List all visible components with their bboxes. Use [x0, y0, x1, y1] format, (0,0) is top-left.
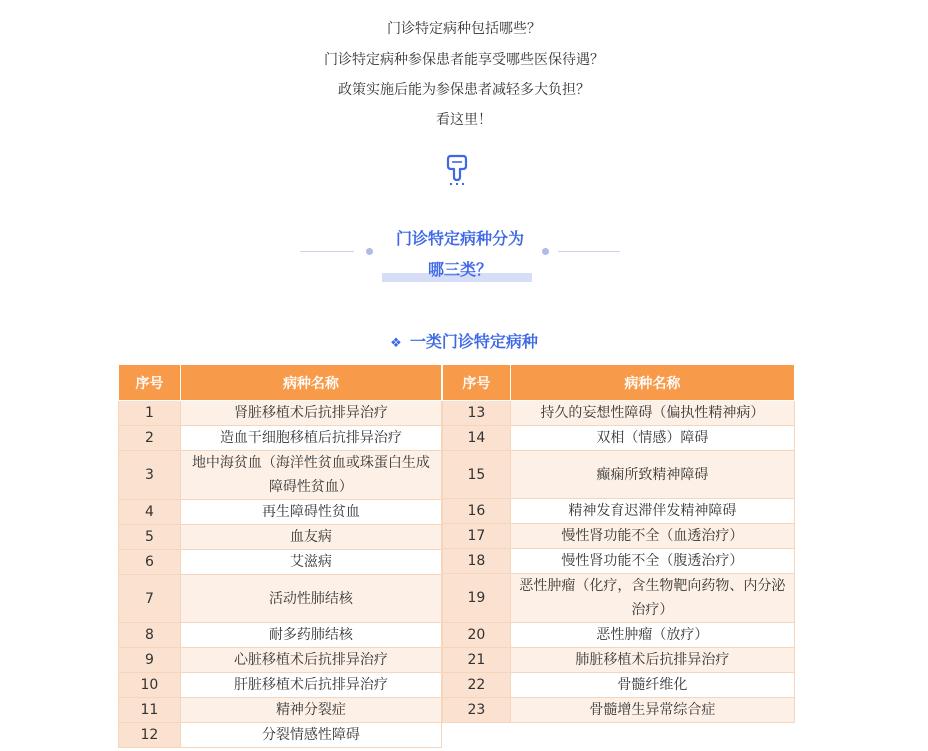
disease-name: 血友病 [180, 525, 441, 550]
table-row [443, 524, 795, 549]
disease-name: 耐多药肺结核 [180, 623, 441, 648]
disease-name: 骨髓增生异常综合症 [510, 698, 794, 723]
category-heading [0, 329, 928, 352]
table-row [119, 648, 442, 673]
disease-name: 骨髓纤维化 [510, 673, 794, 698]
intro-line-4: 看这里！ [436, 112, 492, 128]
disease-name: 造血干细胞移植后抗排异治疗 [180, 426, 441, 451]
disease-name: 活动性肺结核 [180, 575, 441, 623]
disease-number: 6 [119, 550, 181, 575]
disease-name: 双相（情感）障碍 [510, 426, 794, 451]
title-dot-left [366, 248, 373, 255]
disease-number: 7 [119, 575, 181, 623]
table-row [443, 451, 795, 499]
disease-number: 4 [119, 500, 181, 525]
table-row [119, 723, 442, 748]
disease-name: 地中海贫血（海洋性贫血或珠蛋白生成障碍性贫血） [180, 451, 441, 500]
table-row [119, 426, 442, 451]
disease-number: 18 [443, 549, 511, 574]
disease-number: 12 [119, 723, 181, 748]
section-title-line-1: 门诊特定病种分为 [395, 229, 524, 248]
disease-number: 9 [119, 648, 181, 673]
table-row [443, 623, 795, 648]
disease-number: 5 [119, 525, 181, 550]
pointing-hand-down-icon [440, 150, 476, 186]
disease-name: 恶性肿瘤（放疗） [510, 623, 794, 648]
disease-name: 肺脏移植术后抗排异治疗 [510, 648, 794, 673]
title-dot-right [542, 248, 549, 255]
table-row [119, 451, 442, 500]
column-header-disease-name: 病种名称 [510, 365, 794, 401]
disease-name: 慢性肾功能不全（腹透治疗） [510, 549, 794, 574]
table-row [443, 673, 795, 698]
disease-number: 15 [443, 451, 511, 499]
table-row [443, 648, 795, 673]
disease-number: 17 [443, 524, 511, 549]
table-row [119, 525, 442, 550]
section-title [300, 215, 620, 285]
disease-name: 癫痫所致精神障碍 [510, 451, 794, 499]
column-header-disease-name: 病种名称 [180, 365, 441, 401]
column-header-number: 序号 [119, 365, 181, 401]
intro-line-1: 门诊特定病种包括哪些？ [387, 21, 541, 37]
disease-name: 恶性肿瘤（化疗，含生物靶向药物、内分泌治疗） [510, 574, 794, 623]
disease-number: 1 [119, 401, 181, 426]
table-row [119, 401, 442, 426]
disease-number: 16 [443, 499, 511, 524]
table-row [443, 574, 795, 623]
intro-line-2: 门诊特定病种参保患者能享受哪些医保待遇？ [324, 52, 604, 68]
table-row [443, 698, 795, 723]
disease-name: 肾脏移植术后抗排异治疗 [180, 401, 441, 426]
disease-name: 精神分裂症 [180, 698, 441, 723]
intro-line-3: 政策实施后能为参保患者减轻多大负担？ [338, 82, 590, 98]
disease-name: 慢性肾功能不全（血透治疗） [510, 524, 794, 549]
table-row [119, 698, 442, 723]
disease-number: 8 [119, 623, 181, 648]
disease-name: 心脏移植术后抗排异治疗 [180, 648, 441, 673]
table-row [119, 623, 442, 648]
disease-name: 持久的妄想性障碍（偏执性精神病） [510, 401, 794, 426]
disease-name: 精神发育迟滞伴发精神障碍 [510, 499, 794, 524]
disease-number: 19 [443, 574, 511, 623]
table-row [119, 500, 442, 525]
table-row [443, 401, 795, 426]
disease-table-right [442, 364, 795, 723]
section-title-line-2: 哪三类？ [427, 260, 492, 279]
table-row [119, 673, 442, 698]
disease-name: 再生障碍性贫血 [180, 500, 441, 525]
disease-number: 20 [443, 623, 511, 648]
disease-number: 13 [443, 401, 511, 426]
table-row [443, 426, 795, 451]
disease-number: 23 [443, 698, 511, 723]
table-row [119, 575, 442, 623]
table-row [443, 499, 795, 524]
disease-table-left [118, 364, 442, 748]
disease-name: 艾滋病 [180, 550, 441, 575]
table-row [119, 550, 442, 575]
disease-name: 肝脏移植术后抗排异治疗 [180, 673, 441, 698]
disease-number: 10 [119, 673, 181, 698]
table-row [443, 549, 795, 574]
disease-number: 21 [443, 648, 511, 673]
diamond-bullet-icon: ❖ [390, 336, 402, 351]
title-divider-right [558, 251, 620, 252]
title-divider-left [300, 251, 354, 252]
disease-number: 22 [443, 673, 511, 698]
category-heading-text: 一类门诊特定病种 [409, 332, 538, 351]
column-header-number: 序号 [443, 365, 511, 401]
disease-name: 分裂情感性障碍 [180, 723, 441, 748]
disease-number: 11 [119, 698, 181, 723]
disease-number: 14 [443, 426, 511, 451]
disease-number: 3 [119, 451, 181, 500]
disease-number: 2 [119, 426, 181, 451]
